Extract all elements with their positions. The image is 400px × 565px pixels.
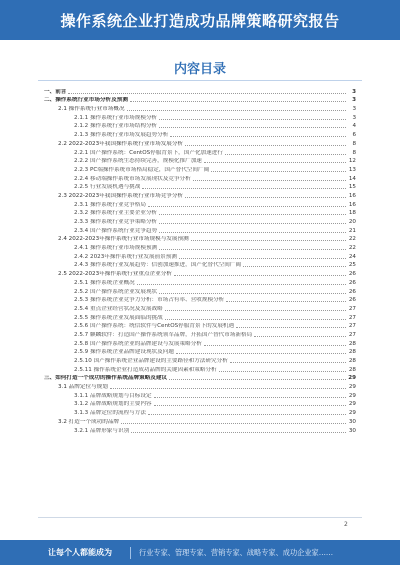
toc-entry[interactable] xyxy=(44,329,356,338)
toc-entry-text: 2.2.3 PC端操作系统市场格局稳定，国产替代空间广阔 xyxy=(74,166,210,173)
toc-leader-dots xyxy=(226,301,346,302)
toc-entry-page: 27 xyxy=(348,323,356,330)
toc-entry-page: 27 xyxy=(348,305,356,312)
toc-leader-dots xyxy=(142,188,346,189)
toc-heading-divider xyxy=(38,80,362,81)
footer-slogan: 让每个人都能成为 xyxy=(48,548,112,557)
toc-entry[interactable] xyxy=(44,251,356,260)
toc-entry-page: 15 xyxy=(348,184,356,191)
toc-entry[interactable] xyxy=(44,321,356,330)
toc-entry[interactable] xyxy=(44,234,356,243)
toc-entry-text: 2.5.3 操作系统企业竞争力分析：市场占有率、营收规模分析 xyxy=(74,297,225,304)
toc-entry-page: 29 xyxy=(348,384,356,391)
toc-entry-text: 2.2.4 移动端操作系统市场发展现状及竞争分析 xyxy=(74,175,191,182)
toc-entry[interactable] xyxy=(44,347,356,356)
toc-entry-text: 3.2.1 品牌形象与识别 xyxy=(74,427,130,434)
toc-entry[interactable] xyxy=(44,399,356,408)
toc-entry-page: 28 xyxy=(348,340,356,347)
toc-leader-dots xyxy=(159,232,346,233)
toc-entry-text: 2.1.3 操作系统行业市场发展趋势分析 xyxy=(74,132,169,139)
toc-entry-page: 16 xyxy=(348,192,356,199)
toc-entry-text: 二、操作系统行业市场分析及预测 xyxy=(44,97,128,104)
toc-entry[interactable] xyxy=(44,303,356,312)
toc-entry-page: 14 xyxy=(348,175,356,182)
toc-entry-page: 22 xyxy=(348,245,356,252)
toc-entry-page: 13 xyxy=(348,166,356,173)
toc-entry-page: 3 xyxy=(352,97,356,104)
toc-entry-text: 2.1.1 操作系统行业市场规模分析 xyxy=(74,114,158,121)
toc-entry-page: 29 xyxy=(348,401,356,408)
toc-entry-text: 2.2.1 国产操作系统：CentOS停服背景下，国产化加速进行 xyxy=(74,149,223,156)
page-number: 2 xyxy=(344,521,348,528)
toc-leader-dots xyxy=(159,293,346,294)
table-of-contents xyxy=(44,86,356,434)
toc-entry-text: 2.5 2022-2023年操作系统行业重点企业分析 xyxy=(58,271,172,278)
toc-entry[interactable] xyxy=(44,295,356,304)
toc-leader-dots xyxy=(254,336,346,337)
toc-entry-text: 3.1.1 品牌战略规划与目标设定 xyxy=(74,392,152,399)
toc-entry-page: 3 xyxy=(352,88,356,95)
toc-entry-page: 27 xyxy=(348,331,356,338)
toc-leader-dots xyxy=(159,214,346,215)
toc-entry-text: 2.5.7 麒麟软件：打造国产操作系统领军品牌，开拓国产替代市场新格局 xyxy=(74,331,253,338)
toc-entry-page: 18 xyxy=(348,210,356,217)
toc-entry-page: 6 xyxy=(352,132,356,139)
toc-entry[interactable] xyxy=(44,242,356,251)
toc-entry-text: 2.3.1 操作系统行业竞争格局 xyxy=(74,201,146,208)
toc-entry-page: 26 xyxy=(348,279,356,286)
toc-entry[interactable] xyxy=(44,277,356,286)
toc-entry[interactable] xyxy=(44,286,356,295)
toc-entry-text: 3.2 打造一个成功的品牌 xyxy=(58,418,120,425)
toc-leader-dots xyxy=(130,101,346,102)
toc-entry[interactable] xyxy=(44,138,356,147)
toc-entry-page: 22 xyxy=(348,236,356,243)
toc-entry-text: 一、前言 xyxy=(44,88,67,95)
toc-entry-text: 三、如何打造一个成功的操作系统品牌策略及建议 xyxy=(44,375,168,382)
toc-entry-page: 29 xyxy=(348,392,356,399)
toc-leader-dots xyxy=(219,371,346,372)
toc-leader-dots xyxy=(137,284,346,285)
toc-leader-dots xyxy=(159,249,346,250)
toc-leader-dots xyxy=(174,275,346,276)
toc-leader-dots xyxy=(165,319,346,320)
toc-entry-text: 2.3 2022-2023年我国操作系统行业市场竞争分析 xyxy=(58,192,184,199)
toc-leader-dots xyxy=(159,223,346,224)
toc-leader-dots xyxy=(169,379,346,380)
toc-entry[interactable] xyxy=(44,164,356,173)
toc-entry-text: 2.4.3 操作系统行业发展趋势：信创加速推进，国产化替代空间广阔 xyxy=(74,262,242,269)
toc-entry-text: 2.5.6 国产操作系统：统信软件与CentOS停服背景下的发展机遇 xyxy=(74,323,235,330)
toc-entry[interactable] xyxy=(44,86,356,95)
toc-entry-text: 3.1.2 品牌战略规划的主要内容 xyxy=(74,401,152,408)
toc-leader-dots xyxy=(191,240,346,241)
toc-leader-dots xyxy=(176,353,346,354)
toc-entry-text: 2.3.4 国产操作系统行业竞争趋势 xyxy=(74,227,158,234)
toc-leader-dots xyxy=(159,127,346,128)
toc-entry[interactable] xyxy=(44,190,356,199)
toc-entry-page: 8 xyxy=(352,149,356,156)
toc-entry-page: 26 xyxy=(348,271,356,278)
toc-entry-page: 16 xyxy=(348,201,356,208)
toc-entry-text: 2.5.4 重点企业经营状况及发展战略 xyxy=(74,305,163,312)
toc-entry-page: 24 xyxy=(348,253,356,260)
toc-leader-dots xyxy=(110,388,346,389)
toc-entry[interactable] xyxy=(44,355,356,364)
toc-leader-dots xyxy=(121,423,346,424)
toc-entry[interactable] xyxy=(44,129,356,138)
toc-entry[interactable] xyxy=(44,390,356,399)
toc-leader-dots xyxy=(154,397,346,398)
toc-leader-dots xyxy=(148,414,346,415)
toc-entry-text: 2.5.2 国产操作系统企业发展现状 xyxy=(74,288,158,295)
toc-entry-page: 12 xyxy=(348,158,356,165)
toc-entry[interactable] xyxy=(44,95,356,104)
toc-entry[interactable] xyxy=(44,103,356,112)
toc-entry[interactable] xyxy=(44,216,356,225)
report-title: 操作系统企业打造成功品牌策略研究报告 xyxy=(60,11,340,30)
toc-entry-text: 3.1 品牌定位与规划 xyxy=(58,384,108,391)
toc-entry[interactable] xyxy=(44,407,356,416)
toc-heading: 内容目录 xyxy=(173,62,226,77)
toc-entry-text: 2.2.2 国产操作系统生态持续完善，规模化推广加速 xyxy=(74,158,202,165)
toc-entry[interactable] xyxy=(44,156,356,165)
toc-entry-page: 26 xyxy=(348,297,356,304)
toc-entry-page: 26 xyxy=(348,288,356,295)
toc-entry[interactable] xyxy=(44,312,356,321)
footer-separator xyxy=(130,547,131,559)
toc-entry-page: 28 xyxy=(348,358,356,364)
toc-leader-dots xyxy=(68,93,346,94)
toc-entry-text: 2.1 操作系统行业市场概况 xyxy=(58,106,125,113)
toc-leader-dots xyxy=(230,362,346,363)
toc-entry-page: 30 xyxy=(348,418,356,425)
toc-entry-page: 4 xyxy=(352,123,356,130)
toc-entry-text: 2.5.11 操作系统企业打造成功品牌的关键因素和策略分析 xyxy=(74,366,217,373)
toc-entry-page: 3 xyxy=(352,114,356,121)
toc-entry-text: 2.5.9 操作系统企业品牌建设现状及问题 xyxy=(74,349,174,356)
toc-entry-page: 29 xyxy=(348,410,356,417)
toc-entry-page: 30 xyxy=(348,427,356,434)
toc-entry[interactable] xyxy=(44,173,356,182)
toc-entry[interactable] xyxy=(44,268,356,277)
toc-entry-page: 8 xyxy=(352,140,356,147)
toc-entry-text: 2.2 2022-2023年我国操作系统行业市场发展分析 xyxy=(58,140,184,147)
toc-leader-dots xyxy=(204,162,346,163)
toc-entry-page: 27 xyxy=(348,314,356,321)
toc-entry[interactable] xyxy=(44,147,356,156)
toc-leader-dots xyxy=(211,171,346,172)
toc-entry[interactable] xyxy=(44,121,356,130)
toc-entry-text: 2.4.2 2023年操作系统行业发展前景预测 xyxy=(74,253,177,260)
toc-entry-page: 29 xyxy=(348,375,356,382)
toc-entry[interactable] xyxy=(44,373,356,382)
toc-entry[interactable] xyxy=(44,208,356,217)
toc-leader-dots xyxy=(131,432,346,433)
toc-entry-page: 28 xyxy=(348,366,356,373)
toc-entry-page: 28 xyxy=(348,349,356,356)
toc-leader-dots xyxy=(154,405,346,406)
toc-leader-dots xyxy=(170,136,346,137)
toc-entry[interactable] xyxy=(44,112,356,121)
toc-leader-dots xyxy=(225,154,346,155)
toc-leader-dots xyxy=(193,180,346,181)
toc-entry-text: 2.5.8 国产操作系统企业的品牌建设与发展策略分析 xyxy=(74,340,202,347)
toc-entry[interactable] xyxy=(44,381,356,390)
toc-entry-page: 21 xyxy=(348,227,356,234)
toc-leader-dots xyxy=(185,197,346,198)
report-header-bar xyxy=(0,0,400,40)
toc-entry-text: 3.1.3 品牌定位的流程与方法 xyxy=(74,410,146,417)
toc-entry[interactable] xyxy=(44,425,356,434)
toc-entry-page: 3 xyxy=(352,106,356,113)
toc-leader-dots xyxy=(185,145,346,146)
toc-entry-text: 2.3.2 操作系统行业主要企业分析 xyxy=(74,210,158,217)
toc-entry[interactable] xyxy=(44,199,356,208)
toc-entry-page: 25 xyxy=(348,262,356,269)
toc-leader-dots xyxy=(165,310,346,311)
toc-leader-dots xyxy=(179,258,346,259)
toc-leader-dots xyxy=(148,206,346,207)
toc-entry[interactable] xyxy=(44,338,356,347)
toc-entry[interactable] xyxy=(44,260,356,269)
toc-entry-text: 2.4.1 操作系统行业市场规模预测 xyxy=(74,245,158,252)
footer-tagline: 行业专家、管理专家、营销专家、战略专家、成功企业家…… xyxy=(139,547,334,557)
toc-entry[interactable] xyxy=(44,364,356,373)
toc-leader-dots xyxy=(204,345,346,346)
toc-entry[interactable] xyxy=(44,225,356,234)
toc-entry-text: 2.5.10 国产操作系统企业品牌建设的主要路径和方法研究分析 xyxy=(74,358,228,364)
toc-leader-dots xyxy=(243,266,346,267)
toc-entry-page: 20 xyxy=(348,219,356,225)
footer-divider xyxy=(38,517,362,518)
toc-entry-text: 2.5.5 操作系统企业发展面临的挑战 xyxy=(74,314,163,321)
footer-bar xyxy=(0,540,400,565)
toc-leader-dots xyxy=(159,119,346,120)
toc-leader-dots xyxy=(127,110,346,111)
toc-leader-dots xyxy=(236,327,346,328)
toc-entry-text: 2.4 2022-2023年操作系统行业市场规模与发展预测 xyxy=(58,236,189,243)
toc-entry-text: 2.2.5 行业发展机遇与挑战 xyxy=(74,184,141,191)
toc-entry-text: 2.5.1 操作系统企业概况 xyxy=(74,279,135,286)
toc-entry[interactable] xyxy=(44,416,356,425)
toc-entry-text: 2.3.3 操作系统行业竞争策略分析 xyxy=(74,219,158,225)
toc-entry-text: 2.1.2 操作系统行业市场结构分析 xyxy=(74,123,158,130)
toc-entry[interactable] xyxy=(44,182,356,191)
